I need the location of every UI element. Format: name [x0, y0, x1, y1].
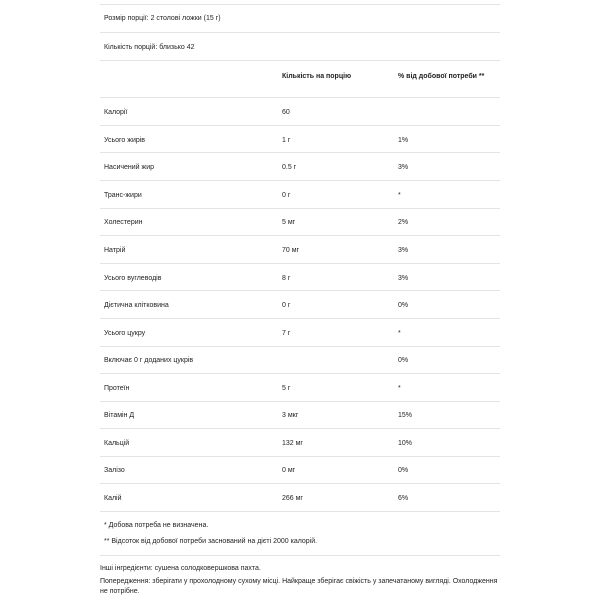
row-vitamin-d-dv: 15% — [398, 412, 413, 419]
row-calcium-dv: 10% — [398, 440, 413, 447]
row-trans-fat-dv: * — [398, 192, 401, 199]
row-calcium-amount: 132 мг — [282, 440, 303, 447]
row-total-sugars-amount: 7 г — [282, 330, 291, 337]
row-divider — [100, 373, 500, 374]
row-divider — [100, 235, 500, 236]
header-amount-per-serving: Кількість на порцію — [282, 73, 352, 80]
serving-size-divider — [100, 32, 500, 33]
row-iron-name: Залізо — [104, 467, 125, 474]
row-total-fat-amount: 1 г — [282, 137, 291, 144]
row-divider — [100, 428, 500, 429]
row-calcium-name: Кальцій — [104, 440, 130, 447]
row-sodium-amount: 70 мг — [282, 247, 300, 254]
table-bottom-divider — [100, 511, 500, 512]
row-vitamin-d-name: Вітамін Д — [104, 412, 135, 419]
other-ingredients: Інші інгредієнти: сушена солодковершкова пахта. — [100, 565, 261, 572]
row-added-sugars-name: Включає 0 г доданих цукрів — [104, 357, 194, 364]
row-potassium-name: Калій — [104, 495, 122, 502]
row-iron-dv: 0% — [398, 467, 409, 474]
row-total-sugars-name: Усього цукру — [104, 330, 146, 337]
row-saturated-fat-dv: 3% — [398, 164, 409, 171]
row-divider — [100, 125, 500, 126]
row-dietary-fiber-dv: 0% — [398, 302, 409, 309]
footnote-2000-calories: ** Відсоток від добової потреби заснований на дієті 2000 калорій. — [104, 538, 318, 545]
row-protein-amount: 5 г — [282, 385, 291, 392]
row-vitamin-d-amount: 3 мкг — [282, 412, 299, 419]
row-cholesterol-amount: 5 мг — [282, 219, 296, 226]
row-dietary-fiber-name: Дієтична клітковина — [104, 302, 169, 309]
row-potassium-amount: 266 мг — [282, 495, 303, 502]
top-divider — [100, 4, 500, 5]
servings-count: Кількість порцій: близько 42 — [104, 44, 195, 51]
row-calories-name: Калорії — [104, 109, 128, 116]
row-total-carbs-amount: 8 г — [282, 275, 291, 282]
row-divider — [100, 456, 500, 457]
row-divider — [100, 180, 500, 181]
footnote-not-established: * Добова потреба не визначена. — [104, 522, 209, 529]
row-protein-dv: * — [398, 385, 401, 392]
row-iron-amount: 0 мг — [282, 467, 296, 474]
row-dietary-fiber-amount: 0 г — [282, 302, 291, 309]
row-divider — [100, 152, 500, 153]
footnotes-divider — [100, 555, 500, 556]
row-divider — [100, 483, 500, 484]
row-total-sugars-dv: * — [398, 330, 401, 337]
row-total-fat-name: Усього жирів — [104, 137, 146, 144]
servings-count-divider — [100, 60, 500, 61]
row-protein-name: Протеїн — [104, 385, 130, 392]
row-potassium-dv: 6% — [398, 495, 409, 502]
header-divider — [100, 97, 500, 98]
row-cholesterol-dv: 2% — [398, 219, 409, 226]
row-divider — [100, 290, 500, 291]
row-total-fat-dv: 1% — [398, 137, 409, 144]
row-sodium-name: Натрій — [104, 247, 126, 254]
header-daily-value: % від добової потреби ** — [398, 73, 485, 80]
row-added-sugars-dv: 0% — [398, 357, 409, 364]
row-saturated-fat-name: Насичений жир — [104, 164, 155, 171]
row-cholesterol-name: Холестерин — [104, 219, 143, 226]
row-total-carbs-name: Усього вуглеводів — [104, 275, 162, 282]
row-divider — [100, 401, 500, 402]
row-divider — [100, 208, 500, 209]
row-divider — [100, 318, 500, 319]
row-saturated-fat-amount: 0.5 г — [282, 164, 297, 171]
row-sodium-dv: 3% — [398, 247, 409, 254]
row-trans-fat-name: Транс-жири — [104, 192, 142, 199]
row-divider — [100, 263, 500, 264]
row-total-carbs-dv: 3% — [398, 275, 409, 282]
row-divider — [100, 346, 500, 347]
row-calories-amount: 60 — [282, 109, 290, 116]
row-trans-fat-amount: 0 г — [282, 192, 291, 199]
storage-warning: Попередження: зберігати у прохолодному сухому місці. Найкраще зберігає свіжість у запечатаному вигляді. Охолодження не потрібне. — [100, 578, 498, 595]
serving-size: Розмір порції: 2 столові ложки (15 г) — [104, 15, 221, 22]
